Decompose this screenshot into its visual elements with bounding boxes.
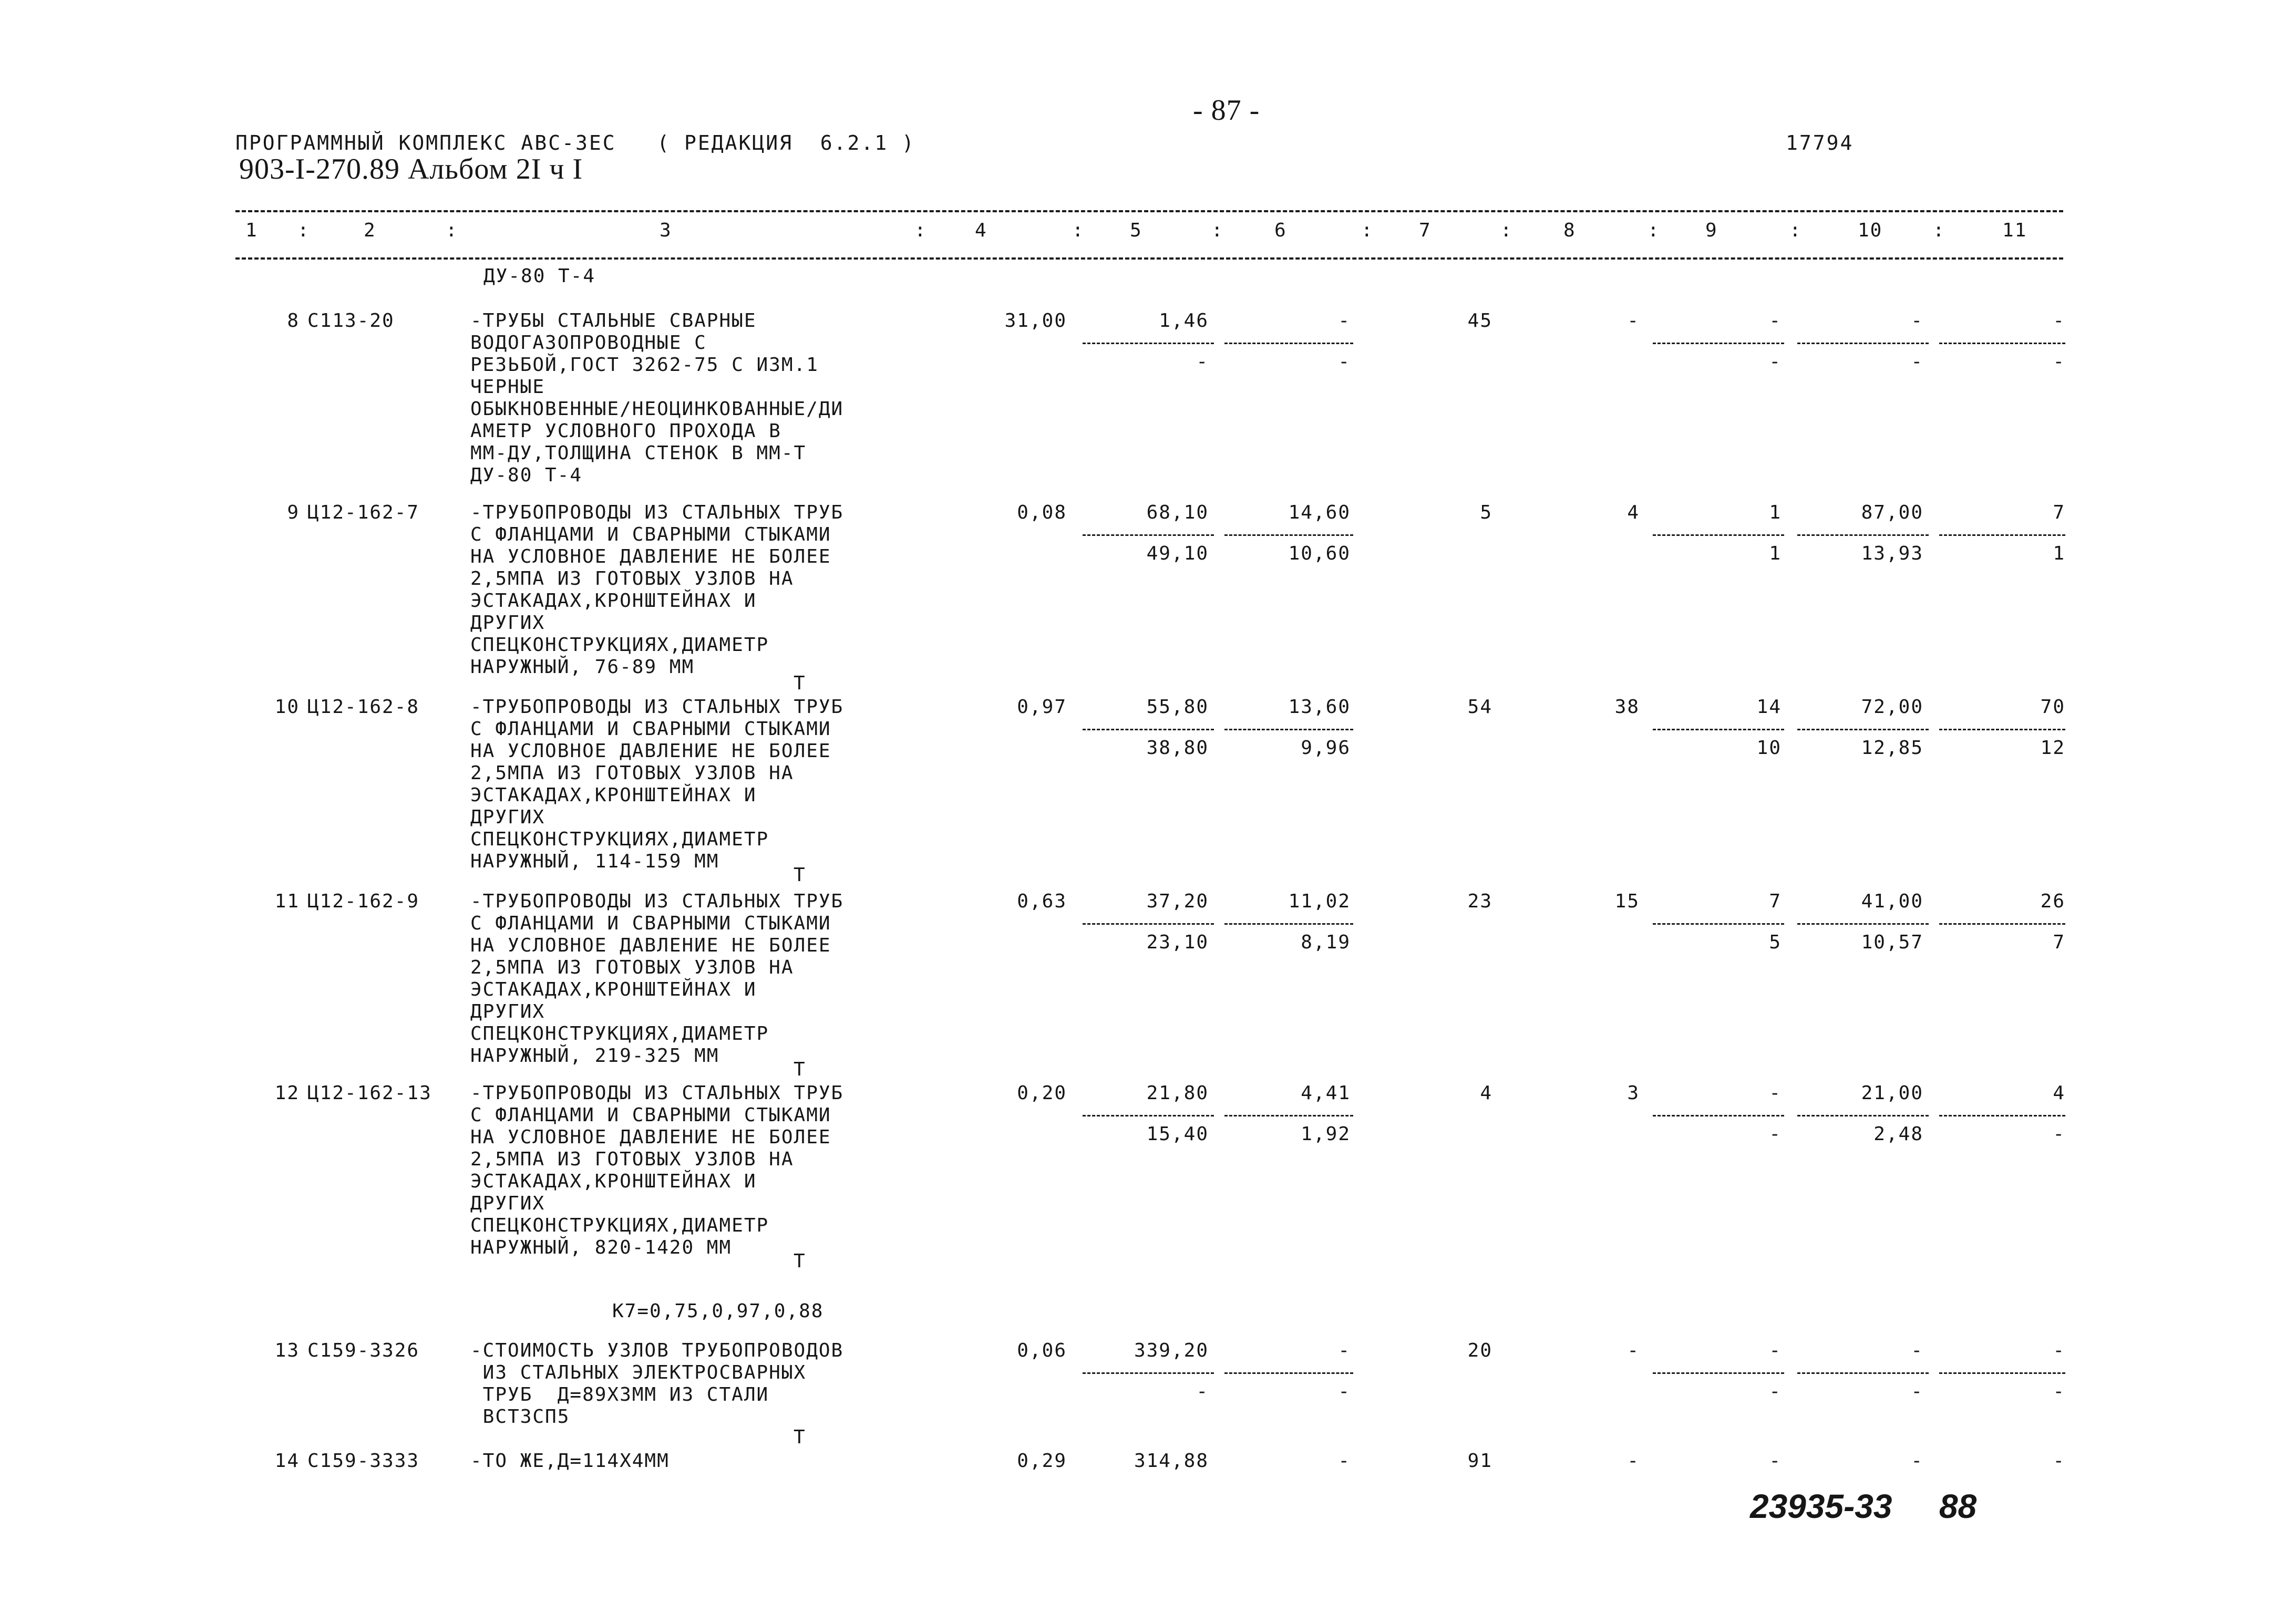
cell-col10: 21,00 <box>1861 1082 1923 1104</box>
cell-col11: 70 <box>2040 696 2065 718</box>
row-number: 12 <box>274 1082 300 1104</box>
cell-col9: - <box>1769 1450 1782 1472</box>
cell-col5-lower: 38,80 <box>1146 737 1209 759</box>
row-number: 11 <box>274 891 300 912</box>
row-number: 13 <box>274 1340 300 1361</box>
column-header-5: 5 <box>1130 220 1142 241</box>
fraction-rule <box>1224 923 1353 925</box>
coefficients-line: К7=0,75,0,97,0,88 <box>612 1300 824 1322</box>
fraction-rule <box>1653 534 1784 536</box>
cell-col8: - <box>1627 310 1640 332</box>
cell-col5-lower: 49,10 <box>1146 543 1209 564</box>
cell-col9: 14 <box>1756 696 1782 718</box>
row-number: 8 <box>287 310 300 332</box>
cell-col4: 0,20 <box>1017 1082 1067 1104</box>
fraction-rule <box>1653 729 1784 730</box>
cell-col10-lower: 12,85 <box>1861 737 1923 759</box>
cell-col8: - <box>1627 1340 1640 1361</box>
cell-col11-lower: - <box>2053 1123 2065 1145</box>
cell-col9-lower: - <box>1769 1381 1782 1402</box>
cell-col9: 1 <box>1769 502 1782 523</box>
column-header-2: 2 <box>364 220 376 241</box>
column-separator: : <box>1072 220 1085 241</box>
column-header-10: 10 <box>1858 220 1883 241</box>
cell-col5-lower: - <box>1196 351 1209 373</box>
cell-col6: - <box>1338 310 1351 332</box>
fraction-rule <box>1939 1115 2065 1116</box>
fraction-rule <box>1939 923 2065 925</box>
fraction-rule <box>1083 923 1214 925</box>
fraction-rule <box>1224 343 1353 344</box>
cell-col9-lower: - <box>1769 351 1782 373</box>
cell-col8: - <box>1627 1450 1640 1472</box>
cell-col10: - <box>1911 1340 1923 1361</box>
cell-col6: 4,41 <box>1301 1082 1351 1104</box>
column-header-11: 11 <box>2002 220 2027 241</box>
fraction-rule <box>1653 343 1784 344</box>
cell-col6: 13,60 <box>1288 696 1351 718</box>
fraction-rule <box>1083 534 1214 536</box>
cell-col6: - <box>1338 1450 1351 1472</box>
cell-col6: 11,02 <box>1288 891 1351 912</box>
row-unit: Т <box>794 1059 806 1080</box>
cell-col9: - <box>1769 310 1782 332</box>
fraction-rule <box>1797 343 1929 344</box>
row-number: 10 <box>274 696 300 718</box>
page-number: - 87 - <box>1193 94 1260 127</box>
column-separator: : <box>1211 220 1224 241</box>
column-separator: : <box>914 220 927 241</box>
cell-col11-lower: 7 <box>2053 932 2065 953</box>
album-label: 903-I-270.89 Альбом 2I ч I <box>239 153 583 185</box>
row-description: -СТОИМОСТЬ УЗЛОВ ТРУБОПРОВОДОВ ИЗ СТАЛЬНЫХ ЭЛЕКТРОСВАРНЫХ ТРУБ Д=89Х3ММ ИЗ СТАЛИ ВСТ3СП5 <box>470 1340 844 1428</box>
cell-col11: - <box>2053 1340 2065 1361</box>
cell-col10: - <box>1911 1450 1923 1472</box>
cell-col8: 38 <box>1614 696 1640 718</box>
cell-col5: 21,80 <box>1146 1082 1209 1104</box>
row-code: С159-3333 <box>307 1450 420 1472</box>
column-header-4: 4 <box>975 220 987 241</box>
cell-col11: 4 <box>2053 1082 2065 1104</box>
cell-col4: 0,97 <box>1017 696 1067 718</box>
cell-col7: 5 <box>1480 502 1492 523</box>
column-separator: : <box>1648 220 1660 241</box>
row-code: Ц12-162-9 <box>307 891 420 912</box>
fraction-rule <box>1083 343 1214 344</box>
column-header-8: 8 <box>1563 220 1576 241</box>
cell-col11-lower: - <box>2053 351 2065 373</box>
cell-col10-lower: - <box>1911 351 1923 373</box>
row-number: 14 <box>274 1450 300 1472</box>
cell-col9-lower: 10 <box>1756 737 1782 759</box>
header-bottom-rule <box>235 257 2063 260</box>
column-header-6: 6 <box>1274 220 1287 241</box>
cell-col4: 0,08 <box>1017 502 1067 523</box>
row-unit: Т <box>794 1250 806 1272</box>
cell-col5-lower: 23,10 <box>1146 932 1209 953</box>
cell-col5-lower: 15,40 <box>1146 1123 1209 1145</box>
cell-col10: 87,00 <box>1861 502 1923 523</box>
cell-col6: - <box>1338 1340 1351 1361</box>
row-code: Ц12-162-13 <box>307 1082 432 1104</box>
cell-col6: 14,60 <box>1288 502 1351 523</box>
cell-col11-lower: - <box>2053 1381 2065 1402</box>
sheet-number: 88 <box>1939 1487 1977 1525</box>
cell-col6-lower: - <box>1338 351 1351 373</box>
fraction-rule <box>1797 534 1929 536</box>
cell-col11: 7 <box>2053 502 2065 523</box>
row-description: -ТО ЖЕ,Д=114Х4ММ <box>470 1450 670 1472</box>
cell-col9: - <box>1769 1082 1782 1104</box>
cell-col10-lower: 13,93 <box>1861 543 1923 564</box>
cell-col11: 26 <box>2040 891 2065 912</box>
cell-col11: - <box>2053 310 2065 332</box>
fraction-rule <box>1653 1115 1784 1116</box>
fraction-rule <box>1224 729 1353 730</box>
row-unit: Т <box>794 1426 806 1448</box>
header-top-rule <box>235 210 2063 212</box>
column-header-3: 3 <box>660 220 672 241</box>
cell-col9-lower: 5 <box>1769 932 1782 953</box>
cell-col8: 15 <box>1614 891 1640 912</box>
cell-col7: 4 <box>1480 1082 1492 1104</box>
cell-col6-lower: 8,19 <box>1301 932 1351 953</box>
cell-col6-lower: 9,96 <box>1301 737 1351 759</box>
fraction-rule <box>1083 729 1214 730</box>
cell-col9: - <box>1769 1340 1782 1361</box>
cell-col5: 68,10 <box>1146 502 1209 523</box>
cell-col7: 45 <box>1467 310 1492 332</box>
column-header-9: 9 <box>1705 220 1718 241</box>
document-number: 17794 <box>1786 131 1854 154</box>
column-separator: : <box>1789 220 1802 241</box>
row-code: С159-3326 <box>307 1340 420 1361</box>
cell-col6-lower: 1,92 <box>1301 1123 1351 1145</box>
column-separator: : <box>1361 220 1374 241</box>
cell-col11-lower: 12 <box>2040 737 2065 759</box>
fraction-rule <box>1224 1372 1353 1374</box>
fraction-rule <box>1939 343 2065 344</box>
row-code: Ц12-162-7 <box>307 502 420 523</box>
cell-col5: 55,80 <box>1146 696 1209 718</box>
row-description: -ТРУБОПРОВОДЫ ИЗ СТАЛЬНЫХ ТРУБ С ФЛАНЦАМИ И СВАРНЫМИ СТЫКАМИ НА УСЛОВНОЕ ДАВЛЕНИЕ НЕ БОЛЕЕ 2,5МПА ИЗ ГОТОВЫХ УЗЛОВ НА ЭСТАКАДАХ,КРОНШТЕЙНАХ И ДРУГИХ СПЕЦКОНСТРУКЦИЯХ,ДИАМЕТР НАРУЖНЫЙ, 219-325 ММ <box>470 891 844 1067</box>
row-unit: Т <box>794 864 806 886</box>
cell-col10-lower: 2,48 <box>1873 1123 1923 1145</box>
cell-col5: 339,20 <box>1134 1340 1209 1361</box>
row-unit: Т <box>794 673 806 694</box>
fraction-rule <box>1939 1372 2065 1374</box>
carry-over-text: ДУ-80 Т-4 <box>483 265 596 287</box>
cell-col5: 314,88 <box>1134 1450 1209 1472</box>
column-separator: : <box>297 220 310 241</box>
fraction-rule <box>1083 1372 1214 1374</box>
fraction-rule <box>1653 1372 1784 1374</box>
fraction-rule <box>1083 1115 1214 1116</box>
cell-col10-lower: 10,57 <box>1861 932 1923 953</box>
row-description: -ТРУБОПРОВОДЫ ИЗ СТАЛЬНЫХ ТРУБ С ФЛАНЦАМИ И СВАРНЫМИ СТЫКАМИ НА УСЛОВНОЕ ДАВЛЕНИЕ НЕ БОЛЕЕ 2,5МПА ИЗ ГОТОВЫХ УЗЛОВ НА ЭСТАКАДАХ,КРОНШТЕЙНАХ И ДРУГИХ СПЕЦКОНСТРУКЦИЯХ,ДИАМЕТР НАРУЖНЫЙ, 76-89 ММ <box>470 502 844 678</box>
cell-col10: 72,00 <box>1861 696 1923 718</box>
cell-col5: 1,46 <box>1159 310 1209 332</box>
fraction-rule <box>1797 729 1929 730</box>
cell-col4: 0,63 <box>1017 891 1067 912</box>
cell-col4: 31,00 <box>1004 310 1067 332</box>
fraction-rule <box>1224 1115 1353 1116</box>
cell-col7: 91 <box>1467 1450 1492 1472</box>
cell-col8: 3 <box>1627 1082 1640 1104</box>
row-code: С113-20 <box>307 310 395 332</box>
column-separator: : <box>446 220 458 241</box>
fraction-rule <box>1797 923 1929 925</box>
cell-col8: 4 <box>1627 502 1640 523</box>
row-description: -ТРУБОПРОВОДЫ ИЗ СТАЛЬНЫХ ТРУБ С ФЛАНЦАМИ И СВАРНЫМИ СТЫКАМИ НА УСЛОВНОЕ ДАВЛЕНИЕ НЕ БОЛЕЕ 2,5МПА ИЗ ГОТОВЫХ УЗЛОВ НА ЭСТАКАДАХ,КРОНШТЕЙНАХ И ДРУГИХ СПЕЦКОНСТРУКЦИЯХ,ДИАМЕТР НАРУЖНЫЙ, 820-1420 ММ <box>470 1082 844 1258</box>
row-number: 9 <box>287 502 300 523</box>
row-code: Ц12-162-8 <box>307 696 420 718</box>
cell-col7: 23 <box>1467 891 1492 912</box>
cell-col6-lower: - <box>1338 1381 1351 1402</box>
cell-col11-lower: 1 <box>2053 543 2065 564</box>
column-separator: : <box>1500 220 1513 241</box>
column-header-7: 7 <box>1419 220 1432 241</box>
cell-col4: 0,06 <box>1017 1340 1067 1361</box>
cell-col10-lower: - <box>1911 1381 1923 1402</box>
fraction-rule <box>1939 534 2065 536</box>
cell-col5-lower: - <box>1196 1381 1209 1402</box>
cell-col9: 7 <box>1769 891 1782 912</box>
cell-col5: 37,20 <box>1146 891 1209 912</box>
cell-col10: 41,00 <box>1861 891 1923 912</box>
cell-col7: 54 <box>1467 696 1492 718</box>
cell-col10: - <box>1911 310 1923 332</box>
cell-col9-lower: 1 <box>1769 543 1782 564</box>
fraction-rule <box>1797 1115 1929 1116</box>
row-description: -ТРУБЫ СТАЛЬНЫЕ СВАРНЫЕ ВОДОГАЗОПРОВОДНЫЕ С РЕЗЬБОЙ,ГОСТ 3262-75 С ИЗМ.1 ЧЕРНЫЕ ОБЫКНОВЕННЫЕ/НЕОЦИНКОВАННЫЕ/ДИ АМЕТР УСЛОВНОГО ПРОХОДА В ММ-ДУ,ТОЛЩИНА СТЕНОК В ММ-Т ДУ-80 Т-4 <box>470 310 844 486</box>
row-description: -ТРУБОПРОВОДЫ ИЗ СТАЛЬНЫХ ТРУБ С ФЛАНЦАМИ И СВАРНЫМИ СТЫКАМИ НА УСЛОВНОЕ ДАВЛЕНИЕ НЕ БОЛЕЕ 2,5МПА ИЗ ГОТОВЫХ УЗЛОВ НА ЭСТАКАДАХ,КРОНШТЕЙНАХ И ДРУГИХ СПЕЦКОНСТРУКЦИЯХ,ДИАМЕТР НАРУЖНЫЙ, 114-159 ММ <box>470 696 844 872</box>
fraction-rule <box>1939 729 2065 730</box>
cell-col7: 20 <box>1467 1340 1492 1361</box>
cell-col11: - <box>2053 1450 2065 1472</box>
cell-col4: 0,29 <box>1017 1450 1067 1472</box>
fraction-rule <box>1797 1372 1929 1374</box>
fraction-rule <box>1653 923 1784 925</box>
column-header-1: 1 <box>245 220 258 241</box>
cell-col9-lower: - <box>1769 1123 1782 1145</box>
cell-col6-lower: 10,60 <box>1288 543 1351 564</box>
fraction-rule <box>1224 534 1353 536</box>
sheet-code: 23935-33 <box>1750 1487 1892 1525</box>
program-header: ПРОГРАММНЫЙ КОМПЛЕКС АВС-3ЕС ( РЕДАКЦИЯ 6.2.1 ) <box>235 131 915 154</box>
column-separator: : <box>1933 220 1945 241</box>
